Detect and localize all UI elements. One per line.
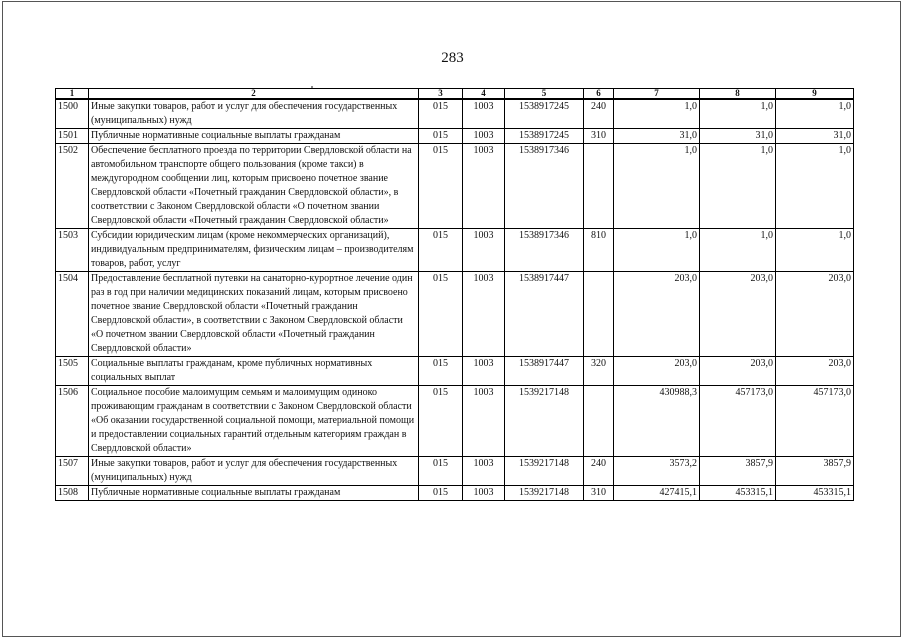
table-row: [56, 386, 854, 457]
header-cell: 9: [776, 89, 854, 100]
row-number: 1506: [56, 386, 89, 457]
page-number: 283: [441, 50, 464, 66]
ministry-code: 015: [419, 129, 463, 144]
ministry-code: 015: [419, 457, 463, 486]
amount-col7: 1,0: [614, 144, 700, 229]
row-description: Социальные выплаты гражданам, кроме публичных нормативных социальных выплат: [89, 357, 419, 386]
amount-col8: 203,0: [700, 357, 776, 386]
ministry-code: 015: [419, 99, 463, 129]
expense-type-code: 240: [584, 99, 614, 129]
expense-type-code: [584, 386, 614, 457]
amount-col9: 3857,9: [776, 457, 854, 486]
amount-col8: 1,0: [700, 99, 776, 129]
section-code: 1003: [463, 357, 505, 386]
amount-col8: 457173,0: [700, 386, 776, 457]
budget-table: [55, 88, 854, 501]
header-cell: 8: [700, 89, 776, 100]
table-row: [56, 272, 854, 357]
amount-col9: 1,0: [776, 99, 854, 129]
row-description: Иные закупки товаров, работ и услуг для обеспечения государственных (муниципальных) нужд: [89, 99, 419, 129]
ministry-code: 015: [419, 386, 463, 457]
header-cell: 3: [419, 89, 463, 100]
section-code: 1003: [463, 457, 505, 486]
amount-col7: 203,0: [614, 357, 700, 386]
header-cell: 5: [505, 89, 584, 100]
expense-type-code: 810: [584, 229, 614, 272]
amount-col8: 1,0: [700, 229, 776, 272]
amount-col7: 1,0: [614, 99, 700, 129]
table-row: [56, 99, 854, 129]
target-article-code: 1539217148: [505, 486, 584, 501]
target-article-code: 1538917447: [505, 272, 584, 357]
table-row: [56, 457, 854, 486]
target-article-code: 1538917346: [505, 229, 584, 272]
amount-col8: 3857,9: [700, 457, 776, 486]
expense-type-code: 320: [584, 357, 614, 386]
amount-col9: 453315,1: [776, 486, 854, 501]
amount-col7: 427415,1: [614, 486, 700, 501]
row-description: Публичные нормативные социальные выплаты гражданам: [89, 129, 419, 144]
amount-col9: 1,0: [776, 144, 854, 229]
table-row: [56, 486, 854, 501]
amount-col7: 203,0: [614, 272, 700, 357]
section-code: 1003: [463, 144, 505, 229]
ministry-code: 015: [419, 144, 463, 229]
amount-col9: 203,0: [776, 357, 854, 386]
header-row: [56, 89, 854, 100]
ministry-code: 015: [419, 272, 463, 357]
row-description: Социальное пособие малоимущим семьям и малоимущим одиноко проживающим гражданам в соответствии с Законом Свердловской области «Об оказании государственной социальной помощи, материальной помощи и предоставлении социальных гарантий отдельным категориям граждан в Свердловской области»: [89, 386, 419, 457]
row-number: 1505: [56, 357, 89, 386]
amount-col7: 430988,3: [614, 386, 700, 457]
section-code: 1003: [463, 229, 505, 272]
row-description: Публичные нормативные социальные выплаты гражданам: [89, 486, 419, 501]
target-article-code: 1538917245: [505, 99, 584, 129]
row-number: 1500: [56, 99, 89, 129]
row-number: 1502: [56, 144, 89, 229]
section-code: 1003: [463, 99, 505, 129]
amount-col8: 31,0: [700, 129, 776, 144]
amount-col8: 203,0: [700, 272, 776, 357]
header-cell: 6: [584, 89, 614, 100]
row-description: Обеспечение бесплатного проезда по территории Свердловской области на автомобильном транспорте общего пользования (кроме такси) в междугородном сообщении лиц, которым присвоено почетное звание Свердловской области «Почетный гражданин Свердловской области», в соответствии с Законом Свердловской области «О почетном звании Свердловской области «Почетный гражданин Свердловской области»: [89, 144, 419, 229]
target-article-code: 1539217148: [505, 457, 584, 486]
target-article-code: 1538917346: [505, 144, 584, 229]
row-number: 1504: [56, 272, 89, 357]
section-code: 1003: [463, 486, 505, 501]
row-number: 1507: [56, 457, 89, 486]
amount-col9: 457173,0: [776, 386, 854, 457]
row-number: 1508: [56, 486, 89, 501]
amount-col8: 453315,1: [700, 486, 776, 501]
section-code: 1003: [463, 386, 505, 457]
amount-col9: 1,0: [776, 229, 854, 272]
amount-col7: 3573,2: [614, 457, 700, 486]
row-number: 1503: [56, 229, 89, 272]
amount-col8: 1,0: [700, 144, 776, 229]
expense-type-code: [584, 144, 614, 229]
expense-type-code: [584, 272, 614, 357]
row-description: Субсидии юридическим лицам (кроме некоммерческих организаций), индивидуальным предпринимателям, физическим лицам – производителям товаров, работ, услуг: [89, 229, 419, 272]
expense-type-code: 310: [584, 486, 614, 501]
row-description: Иные закупки товаров, работ и услуг для обеспечения государственных (муниципальных) нужд: [89, 457, 419, 486]
section-code: 1003: [463, 129, 505, 144]
ministry-code: 015: [419, 357, 463, 386]
expense-type-code: 240: [584, 457, 614, 486]
amount-col7: 1,0: [614, 229, 700, 272]
target-article-code: 1539217148: [505, 386, 584, 457]
target-article-code: 1538917447: [505, 357, 584, 386]
header-cell: 1: [56, 89, 89, 100]
expense-type-code: 310: [584, 129, 614, 144]
header-cell: 4: [463, 89, 505, 100]
header-cell: 2: [89, 89, 419, 100]
table-row: [56, 229, 854, 272]
amount-col7: 31,0: [614, 129, 700, 144]
amount-col9: 203,0: [776, 272, 854, 357]
header-cell: 7: [614, 89, 700, 100]
section-code: 1003: [463, 272, 505, 357]
ministry-code: 015: [419, 229, 463, 272]
table-row: [56, 357, 854, 386]
table-row: [56, 129, 854, 144]
amount-col9: 31,0: [776, 129, 854, 144]
row-number: 1501: [56, 129, 89, 144]
table-row: [56, 144, 854, 229]
ministry-code: 015: [419, 486, 463, 501]
target-article-code: 1538917245: [505, 129, 584, 144]
row-description: Предоставление бесплатной путевки на санаторно-курортное лечение один раз в год при наличии медицинских показаний лицам, которым присвоено почетное звание Свердловской области «Почетный гражданин Свердловской области», в соответствии с Законом Свердловской области «О почетном звании Свердловской области «Почетный гражданин Свердловской области»: [89, 272, 419, 357]
